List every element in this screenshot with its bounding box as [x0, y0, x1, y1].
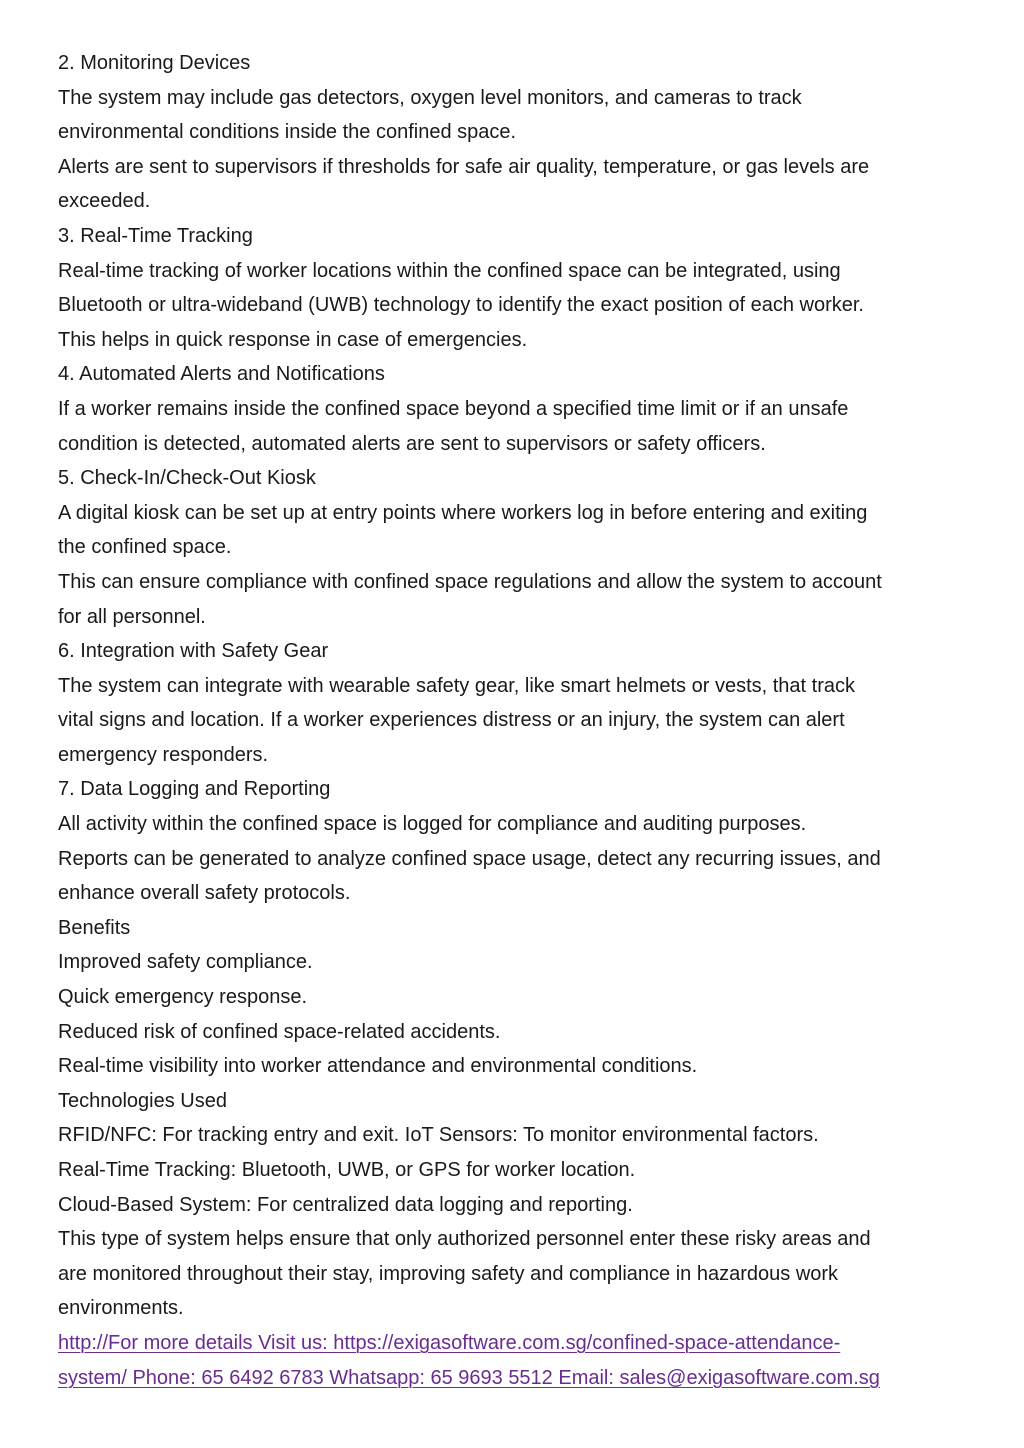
- section-heading-benefits: Benefits: [58, 916, 131, 939]
- section-heading-check-in-kiosk: 5. Check-In/Check-Out Kiosk: [58, 467, 316, 490]
- body-text-line: condition is detected, automated alerts are sent to supervisors or safety officers.: [58, 432, 766, 455]
- body-text-line: for all personnel.: [58, 605, 206, 628]
- body-text-line: This type of system helps ensure that only authorized personnel enter these risky areas and: [58, 1228, 871, 1251]
- benefit-item: Improved safety compliance.: [58, 951, 313, 974]
- section-heading-automated-alerts: 4. Automated Alerts and Notifications: [58, 363, 385, 386]
- body-text-line: enhance overall safety protocols.: [58, 882, 351, 905]
- body-text-line: emergency responders.: [58, 743, 269, 766]
- body-text-line: This helps in quick response in case of emergencies.: [58, 328, 528, 351]
- benefit-item: Real-time visibility into worker attendance and environmental conditions.: [58, 1055, 698, 1078]
- body-text-line: exceeded.: [58, 190, 151, 213]
- body-text-line: the confined space.: [58, 536, 232, 559]
- technology-item: Real-Time Tracking: Bluetooth, UWB, or GPS for worker location.: [58, 1159, 636, 1181]
- technology-item: RFID/NFC: For tracking entry and exit. IoT Sensors: To monitor environmental factors.: [58, 1124, 819, 1147]
- contact-link-line-2[interactable]: system/ Phone: 65 6492 6783 Whatsapp: 65 9693 5512 Email: sales@exigasoftware.com.sg: [58, 1366, 880, 1389]
- body-text-line: Bluetooth or ultra-wideband (UWB) technology to identify the exact position of each worker.: [58, 294, 864, 317]
- body-text-line: vital signs and location. If a worker experiences distress or an injury, the system can alert: [58, 709, 845, 732]
- body-text-line: are monitored throughout their stay, improving safety and compliance in hazardous work: [58, 1262, 839, 1285]
- section-heading-data-logging: 7. Data Logging and Reporting: [58, 778, 331, 801]
- body-text-line: Reports can be generated to analyze confined space usage, detect any recurring issues, and: [58, 847, 881, 870]
- technology-item: Cloud-Based System: For centralized data logging and reporting.: [58, 1193, 633, 1216]
- body-text-line: Alerts are sent to supervisors if thresholds for safe air quality, temperature, or gas levels are: [58, 155, 870, 178]
- benefit-item: Quick emergency response.: [58, 986, 308, 1009]
- body-text-line: Real-time tracking of worker locations within the confined space can be integrated, using: [58, 259, 841, 282]
- section-heading-real-time-tracking: 3. Real-Time Tracking: [58, 224, 253, 247]
- body-text-line: environmental conditions inside the confined space.: [58, 121, 517, 144]
- body-text-line: A digital kiosk can be set up at entry points where workers log in before entering and exiting: [58, 501, 868, 524]
- body-text-line: This can ensure compliance with confined space regulations and allow the system to account: [58, 570, 882, 593]
- benefit-item: Reduced risk of confined space-related accidents.: [58, 1020, 501, 1043]
- document-page: [58, 46, 958, 1395]
- contact-link-line-1[interactable]: http://For more details Visit us: https://exigasoftware.com.sg/confined-space-attendance-: [58, 1331, 841, 1354]
- body-text-line: environments.: [58, 1297, 184, 1320]
- section-heading-monitoring-devices: 2. Monitoring Devices: [58, 52, 251, 74]
- body-text-line: The system can integrate with wearable safety gear, like smart helmets or vests, that track: [58, 674, 856, 697]
- body-text-line: If a worker remains inside the confined space beyond a specified time limit or if an unsafe: [58, 397, 849, 420]
- section-heading-technologies-used: Technologies Used: [58, 1089, 227, 1112]
- section-heading-safety-gear: 6. Integration with Safety Gear: [58, 640, 329, 663]
- body-text-line: The system may include gas detectors, oxygen level monitors, and cameras to track: [58, 86, 802, 109]
- body-text-line: All activity within the confined space is logged for compliance and auditing purposes.: [58, 813, 807, 836]
